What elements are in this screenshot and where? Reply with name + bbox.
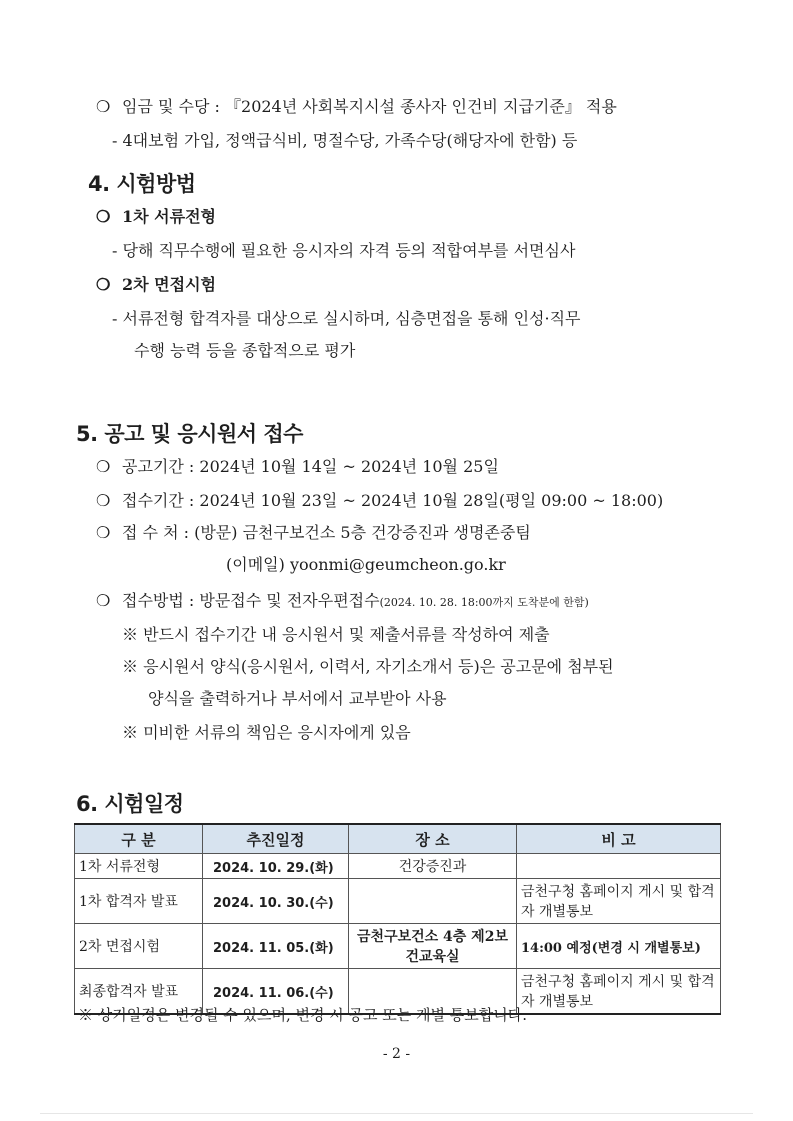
row-date: 2024. 10. 30.(수): [203, 879, 349, 924]
receipt-place: [96, 522, 531, 544]
table-row: [75, 924, 721, 969]
schedule-footnote: ※ 상기일정은 변경될 수 있으며, 변경 시 공고 또는 개별 통보합니다.: [78, 1006, 527, 1024]
receipt-period: [96, 490, 663, 512]
circle-bullet-icon: ❍: [96, 207, 111, 226]
receipt-method-text: 접수방법 : 방문접수 및 전자우편접수: [122, 591, 380, 610]
circle-bullet-icon: ❍: [96, 591, 111, 610]
header-note: 비 고: [517, 824, 721, 854]
row-note: 금천구청 홈페이지 게시 및 합격자 개별통보: [517, 879, 721, 924]
wage-text: 임금 및 수당 : 『2024년 사회복지시설 종사자 인건비 지급기준』 적용: [122, 97, 617, 116]
row-date: 2024. 10. 29.(화): [203, 854, 349, 879]
table-row: [75, 854, 721, 879]
footer-divider: [40, 1113, 753, 1114]
notice-period: [96, 456, 499, 478]
note-responsibility: ※ 미비한 서류의 책임은 응시자에게 있음: [122, 723, 411, 742]
row-place: 건강증진과: [349, 854, 517, 879]
second-interview-title: 2차 면접시험: [122, 275, 216, 294]
receipt-method: [96, 590, 589, 614]
section6-title: 6. 시험일정: [76, 792, 184, 816]
note-forms-cont: 양식을 출력하거나 부서에서 교부받아 사용: [148, 689, 447, 708]
receipt-period-text: 접수기간 : 2024년 10월 23일 ~ 2024년 10월 28일(평일 09:00 ~ 18:00): [122, 491, 664, 510]
row-date: 2024. 11. 05.(화): [203, 924, 349, 969]
row-note: [517, 854, 721, 879]
receipt-method-note: (2024. 10. 28. 18:00까지 도착분에 한함): [379, 596, 589, 609]
row-stage: 최종합격자 발표: [75, 969, 203, 1015]
schedule-header-row: [75, 824, 721, 854]
page-number: - 2 -: [382, 1046, 411, 1062]
header-place: 장 소: [349, 824, 517, 854]
receipt-place-text: 접 수 처 : (방문) 금천구보건소 5층 건강증진과 생명존중팀: [122, 523, 531, 542]
circle-bullet-icon: ❍: [96, 457, 111, 476]
schedule-table: [74, 823, 721, 1015]
circle-bullet-icon: ❍: [96, 275, 111, 294]
header-stage: 구 분: [75, 824, 203, 854]
section4-title: 4. 시험방법: [88, 172, 196, 196]
row-place: [349, 879, 517, 924]
note-deadline: ※ 반드시 접수기간 내 응시원서 및 제출서류를 작성하여 제출: [122, 625, 550, 644]
first-screening: [96, 206, 216, 228]
header-date: 추진일정: [203, 824, 349, 854]
row-note: 금천구청 홈페이지 게시 및 합격자 개별통보: [517, 969, 721, 1015]
circle-bullet-icon: ❍: [96, 523, 111, 542]
row-stage: 1차 서류전형: [75, 854, 203, 879]
wage-detail: - 4대보험 가입, 정액급식비, 명절수당, 가족수당(해당자에 한함) 등: [112, 131, 578, 150]
second-interview: [96, 274, 216, 296]
second-interview-desc2: 수행 능력 등을 종합적으로 평가: [134, 341, 356, 360]
first-screening-desc: - 당해 직무수행에 필요한 응시자의 자격 등의 적합여부를 서면심사: [112, 241, 576, 260]
row-place: 금천구보건소 4층 제2보건교육실: [349, 924, 517, 969]
row-stage: 1차 합격자 발표: [75, 879, 203, 924]
note-forms: ※ 응시원서 양식(응시원서, 이력서, 자기소개서 등)은 공고문에 첨부된: [122, 657, 614, 676]
circle-bullet-icon: ❍: [96, 97, 111, 116]
second-interview-desc1: - 서류전형 합격자를 대상으로 실시하며, 심층면접을 통해 인성·직무: [112, 309, 581, 328]
table-row: [75, 879, 721, 924]
section5-title: 5. 공고 및 응시원서 접수: [76, 422, 303, 446]
row-date: 2024. 11. 06.(수): [203, 969, 349, 1015]
wage-line: [96, 96, 617, 118]
circle-bullet-icon: ❍: [96, 491, 111, 510]
row-note: 14:00 예정(변경 시 개별통보): [517, 924, 721, 969]
notice-period-text: 공고기간 : 2024년 10월 14일 ~ 2024년 10월 25일: [122, 457, 499, 476]
row-stage: 2차 면접시험: [75, 924, 203, 969]
receipt-email: (이메일) yoonmi@geumcheon.go.kr: [226, 555, 506, 574]
first-screening-title: 1차 서류전형: [122, 207, 216, 226]
